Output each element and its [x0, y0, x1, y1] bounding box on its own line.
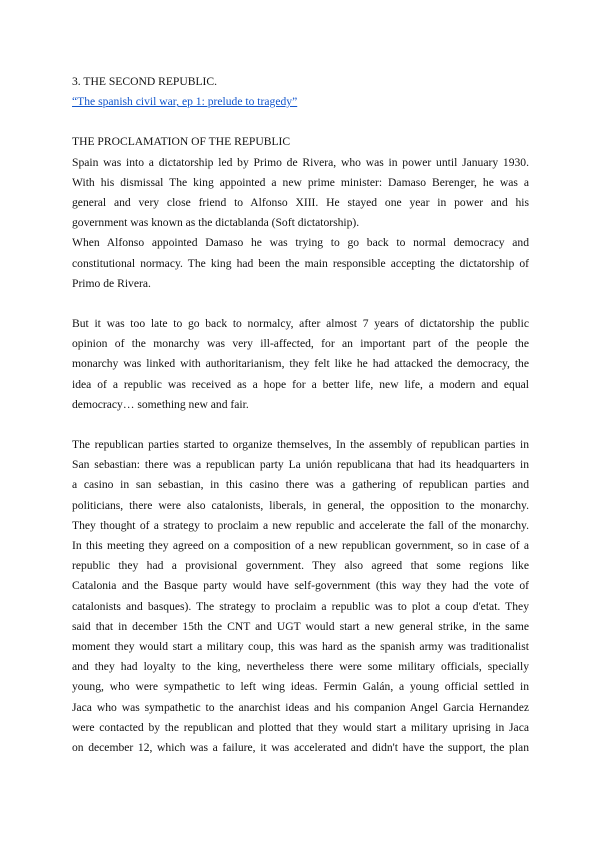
paragraph-2: [72, 233, 529, 294]
heading: 3. THE SECOND REPUBLIC.: [72, 75, 218, 88]
text-line: Jaca who was sympathetic to the anarchist ideas and his companion Angel Garcia Hernandez: [72, 700, 529, 714]
text-line: When Alfonso appointed Damaso he was trying to go back to normal democracy and: [72, 236, 529, 250]
text-line: moment they would start a military coup, this was hard as the spanish army was traditionalist: [72, 640, 529, 654]
text-line: Spain was into a dictatorship led by Primo de Rivera, who was in power until January 1930.: [72, 155, 529, 169]
text-line: and they had loyalty to the king, nevertheless there were some military officials, specially: [72, 660, 529, 674]
spacer: [72, 294, 529, 314]
text-line: a casino in san sebastian, in this casino there was a gathering of republican parties and: [72, 478, 529, 492]
spacer: [72, 415, 529, 435]
video-link[interactable]: [72, 92, 529, 112]
text-line: The republican parties started to organize themselves, In the assembly of republican parties in: [72, 438, 529, 452]
text-line: general and very close friend to Alfonso XIII. He stayed one year in power and his: [72, 196, 529, 210]
text-line: Catalonia and the Basque party would have self-government (this way they had the vote of: [72, 579, 529, 593]
text-line: But it was too late to go back to normalcy, after almost 7 years of dictatorship the public: [72, 317, 529, 331]
text-line: San sebastian: there was a republican party La unión republicana that had its headquarters in: [72, 458, 529, 472]
section-title: THE PROCLAMATION OF THE REPUBLIC: [72, 135, 291, 149]
paragraph-1: [72, 153, 529, 234]
text-line: idea of a republic was received as a hope for a better life, new life, a modern and equal: [72, 377, 529, 391]
text-line: monarchy was linked with authoritarianism, they felt like he had attacked the democracy, the: [72, 357, 529, 371]
text-line: young, who were sympathetic to left wing ideas. Fermin Galán, a young official settled in: [72, 680, 529, 694]
paragraph-4: [72, 435, 529, 758]
text-line: With his dismissal The king appointed a new prime minister: Damaso Berenger, he was a: [72, 175, 529, 189]
text-line: They thought of a strategy to proclaim a new republic and accelerate the fall of the monarchy.: [72, 518, 529, 532]
text-line: were contacted by the republican and plotted that they would start a military uprising in Jaca: [72, 720, 529, 734]
text-line: Primo de Rivera.: [72, 276, 151, 290]
text-line: politicians, there were also catalonists, liberals, in general, the opposition to the monarchy.: [72, 498, 529, 512]
video-link-text[interactable]: “The spanish civil war, ep 1: prelude to tragedy”: [72, 95, 298, 109]
text-line: opinion of the monarchy was very ill-affected, for an important part of the people the: [72, 337, 529, 351]
text-line: said that in december 15th the CNT and UGT would start a new general strike, in the same: [72, 619, 529, 633]
text-line: democracy… something new and fair.: [72, 397, 249, 411]
paragraph-3: [72, 314, 529, 415]
text-line: on december 12, which was a failure, it was accelerated and didn't have the support, the plan: [72, 741, 529, 755]
text-line: In this meeting they agreed on a composition of a new republican government, so in case of a: [72, 539, 529, 553]
text-line: catalonists and basques). The strategy to proclaim a republic was to plot a coup d'etat. They: [72, 599, 529, 613]
text-line: republic they had a provisional government. They also agreed that some regions like: [72, 559, 529, 573]
text-line: constitutional normacy. The king had been the main responsible accepting the dictatorship of: [72, 256, 529, 270]
text-line: government was known as the dictablanda (Soft dictatorship).: [72, 216, 360, 230]
spacer: [72, 112, 529, 132]
